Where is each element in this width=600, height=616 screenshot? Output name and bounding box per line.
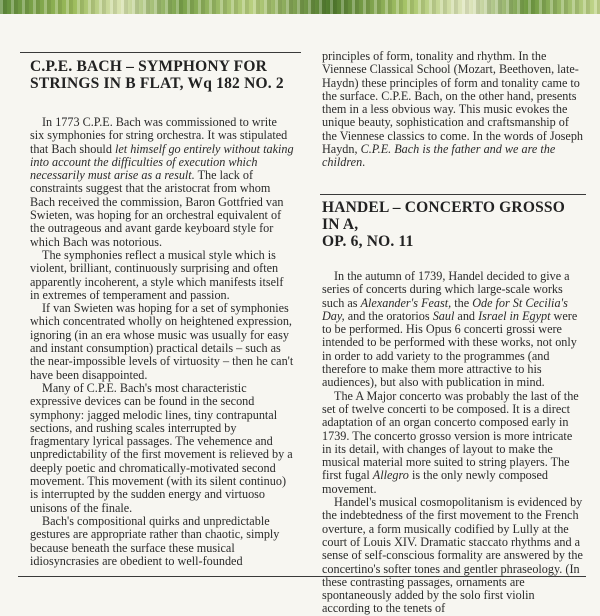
- right-column-bottom: [322, 199, 584, 616]
- text-run: In the autumn of 1739, Handel decided to give a series of concerts during which large-scale works such as: [322, 269, 570, 310]
- left-section-heading: [30, 58, 294, 92]
- right-paragraph-3: Handel's musical cosmopolitanism is evidenced by the indebtedness of the first movement to the French overture, a form musically codified by Lully at the court of Louis XIV. Dramatic staccato rhythms and a sense of self-conscious formality are answered by the concertino's softer tones and gentler phraseology. (In these contrasting passages, ornaments are spontaneously added by the solo first violin according to the tenets of: [322, 495, 583, 616]
- text-run: and: [454, 308, 479, 323]
- text-run: Allegro: [372, 468, 409, 483]
- left-heading-line-2: STRINGS IN B FLAT, Wq 182 NO. 2: [30, 75, 284, 92]
- text-run: C.P.E. Bach is the father and we are the children: [322, 142, 556, 170]
- left-paragraph-5: Bach's compositional quirks and unpredictable gestures are appropriate rather than chaotic, simply because beneath the surface these musical idiosyncrasies are obedient to well-founded: [30, 513, 280, 568]
- left-paragraph-2: The symphonies reflect a musical style which is violent, brilliant, continuously surprising and often apparently incoherent, a style which manifests itself in extremes of temperament and passion.: [30, 247, 284, 302]
- text-run: Alexander's Feast,: [360, 295, 452, 310]
- text-run: Saul: [432, 308, 455, 323]
- text-run: .: [362, 155, 366, 170]
- left-paragraph-4: Many of C.P.E. Bach's most characteristic expressive devices can be found in the second symphony: jagged melodic lines, tiny contrapuntal sections, and rushing scales interrupted by fragmentary lyrical passages. The vehemence and unpredictability of the first movement is relieved by a deeply poetic and chromatically-motivated second movement. This movement (with its silent continuo) is interrupted by the sudden energy and virtuoso unisons of the finale.: [30, 380, 293, 515]
- text-run: is the only newly composed movement.: [322, 468, 549, 496]
- right-heading-line-2: OP. 6, NO. 11: [322, 233, 414, 250]
- text-run: Ode for St Cecilia's Day,: [322, 295, 568, 323]
- text-run: Israel in Egypt: [478, 308, 551, 323]
- left-paragraph-3: If van Swieten was hoping for a set of symphonies which concentrated wholly on heightened expression, ignoring (in an era whose music was usually for easy and instant consumption) practical details – such as the near-impossible levels of virtuosity – then he can't have been disappointed.: [30, 301, 294, 382]
- left-column-top-rule: [20, 52, 301, 53]
- left-column: [30, 58, 294, 568]
- text-run: were to be performed. His Opus 6 concerti grossi were intended to be performed with these works, not only in order to add variety to the programmes (and therefore to make them more attractive to his audiences), but also with publication in mind.: [322, 308, 578, 390]
- right-section-heading: [322, 199, 584, 250]
- right-paragraph-1: [322, 270, 584, 390]
- text-run: In 1773 C.P.E. Bach was commissioned to write six symphonies for string orchestra. It was stipulated that Bach should: [30, 115, 288, 156]
- text-run: principles of form, tonality and rhythm. In the Viennese Classical School (Mozart, Beethoven, late-Haydn) these principles of form and tonality came to the surface. C.P.E. Bach, on the other hand, presents them in a less obvious way. This music evokes the unique beauty, sophistication and craftsmanship of the Viennese classics to come. In the words of Joseph Haydn,: [322, 49, 584, 157]
- text-run: and the oratorios: [344, 308, 433, 323]
- right-heading-line-1: HANDEL – CONCERTO GROSSO IN A,: [322, 199, 565, 233]
- text-run: the: [451, 295, 473, 310]
- right-paragraph-2: [322, 390, 584, 496]
- left-paragraph-1: [30, 116, 294, 249]
- text-run: The lack of constraints suggest that the aristocrat from whom Bach received the commission, Baron Gottfried van Swieten, was hoping for an orchestral equivalent of the outrageous and avant garde keyboard style for which Bach was notorious.: [30, 168, 284, 249]
- text-run: let himself go entirely without taking into account the difficulties of execution which necessarily must arise as a result.: [30, 141, 294, 183]
- right-column-rule: [320, 194, 586, 195]
- decorative-top-strip-texture: [0, 0, 600, 14]
- right-paragraph-continued: [322, 50, 584, 170]
- right-column-top: [322, 50, 584, 170]
- left-heading-line-1: C.P.E. BACH – SYMPHONY FOR: [30, 58, 267, 75]
- text-run: The A Major concerto was probably the last of the set of twelve concerti to be composed. It is a direct adaptation of an organ concerto composed early in 1739. The concerto grosso version is more intricate in its detail, with changes of layout to make the musical material more suited to string players. The first fugal: [322, 388, 579, 483]
